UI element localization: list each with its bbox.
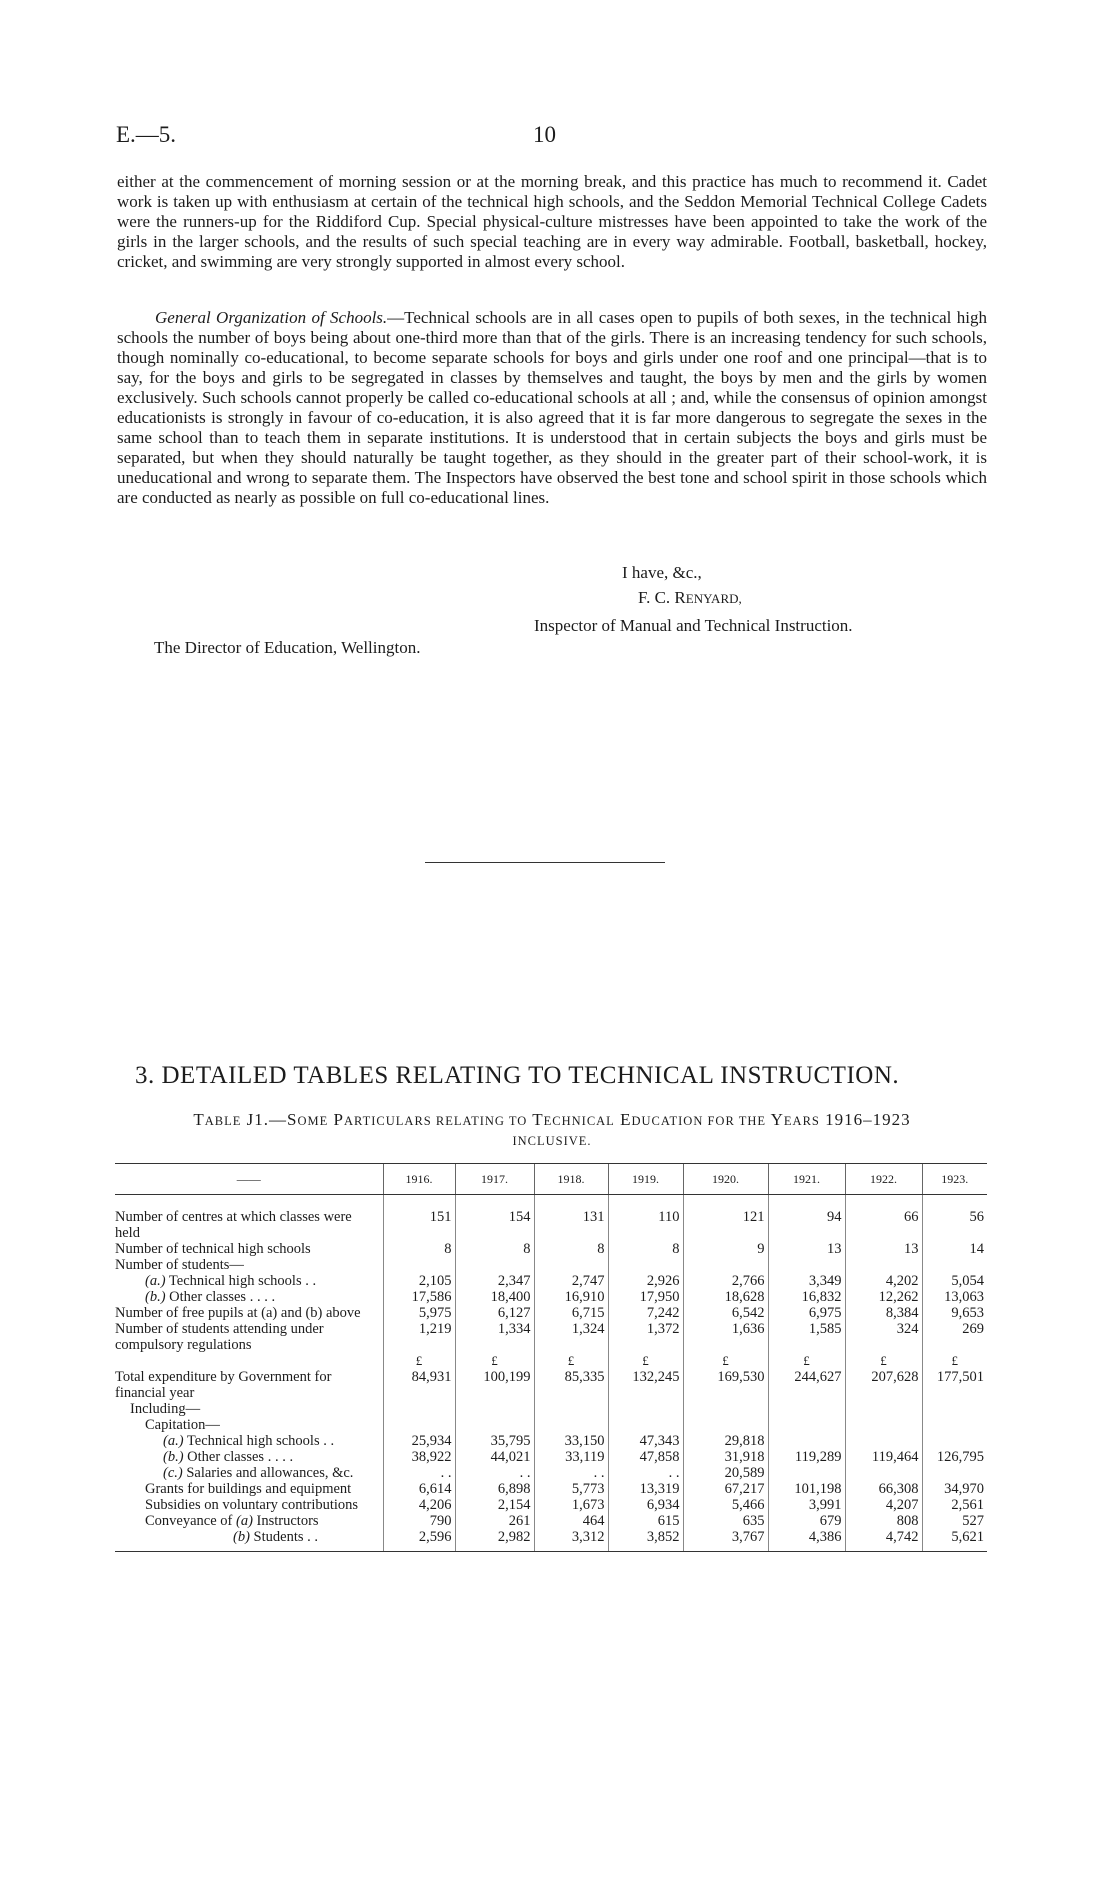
cell: 84,931 (383, 1369, 455, 1401)
cell: 1,636 (683, 1321, 768, 1353)
cell: 1,372 (608, 1321, 683, 1353)
caption-part: 1916–1923 (819, 1110, 911, 1129)
caption-part: P (328, 1110, 344, 1129)
section-title: 3. DETAILED TABLES RELATING TO TECHNICAL INSTRUCTION. (135, 1062, 900, 1089)
header-year: 1921. (768, 1164, 845, 1195)
cell: 34,970 (922, 1481, 987, 1497)
cell: 6,127 (455, 1305, 534, 1321)
cell: 154 (455, 1209, 534, 1241)
currency-symbol: £ (922, 1353, 987, 1369)
cell: 17,950 (608, 1289, 683, 1305)
cell: 2,105 (383, 1273, 455, 1289)
cell: 3,767 (683, 1529, 768, 1552)
cell: 2,154 (455, 1497, 534, 1513)
merged-capitation-cell: 119,464 (845, 1433, 922, 1481)
header-year: 1922. (845, 1164, 922, 1195)
cell: 8 (455, 1241, 534, 1257)
table-caption-line1 (117, 1110, 987, 1131)
cell: 121 (683, 1209, 768, 1241)
row-label (115, 1465, 383, 1481)
cell: 33,150 (534, 1433, 608, 1449)
currency-symbol: £ (608, 1353, 683, 1369)
cell: 5,975 (383, 1305, 455, 1321)
cell: 131 (534, 1209, 608, 1241)
cell: 169,530 (683, 1369, 768, 1401)
cell: 3,852 (608, 1529, 683, 1552)
merged-capitation-cell: 119,289 (768, 1433, 845, 1481)
label-part: (c.) (163, 1465, 183, 1481)
cell: 4,386 (768, 1529, 845, 1552)
cell: 33,119 (534, 1449, 608, 1465)
label-part: Salaries and allowances, &c. (182, 1465, 354, 1481)
currency-symbol: £ (383, 1353, 455, 1369)
cell: 615 (608, 1513, 683, 1529)
addressee: The Director of Education, Wellington. (154, 638, 421, 657)
cell: 16,910 (534, 1289, 608, 1305)
label-part: Other classes . . . . (183, 1449, 294, 1465)
signatory-name (638, 588, 742, 609)
label-part: Conveyance of (145, 1513, 236, 1529)
cell: 13 (845, 1241, 922, 1257)
cell: 2,596 (383, 1529, 455, 1552)
signatory-initials: F. C. R (638, 588, 686, 607)
cell: 85,335 (534, 1369, 608, 1401)
row-label: Total expenditure by Government for financial year (115, 1369, 332, 1401)
row-label: Number of centres at which classes were held (115, 1209, 352, 1241)
cell: 16,832 (768, 1289, 845, 1305)
cell: 2,926 (608, 1273, 683, 1289)
row-label (115, 1273, 383, 1289)
signatory-surname: ENYARD, (685, 591, 742, 606)
row-label (115, 1449, 383, 1465)
row-label: Subsidies on voluntary contributions (145, 1497, 359, 1513)
cell: 47,343 (608, 1433, 683, 1449)
cell: 5,621 (922, 1529, 987, 1552)
cell: 66 (845, 1209, 922, 1241)
technical-education-table (115, 1163, 987, 1552)
header-year: 1918. (534, 1164, 608, 1195)
cell: 4,742 (845, 1529, 922, 1552)
cell: 12,262 (845, 1289, 922, 1305)
cell: 2,766 (683, 1273, 768, 1289)
table-row (115, 1241, 987, 1257)
cell: 31,918 (683, 1449, 768, 1465)
cell: 6,975 (768, 1305, 845, 1321)
cell: 244,627 (768, 1369, 845, 1401)
cell: 1,334 (455, 1321, 534, 1353)
table-row (115, 1481, 987, 1497)
currency-symbol: £ (683, 1353, 768, 1369)
cell: 207,628 (845, 1369, 922, 1401)
table-row (115, 1257, 987, 1273)
cell: 13,319 (608, 1481, 683, 1497)
report-reference: E.—5. (116, 122, 177, 147)
page-number: 10 (533, 122, 556, 147)
table-row (115, 1417, 987, 1433)
caption-part: ABLE (204, 1114, 242, 1128)
label-part: (a) (236, 1513, 253, 1529)
cell: 1,673 (534, 1497, 608, 1513)
cell: . . (383, 1465, 455, 1481)
cell: 2,747 (534, 1273, 608, 1289)
cell: 790 (383, 1513, 455, 1529)
cell: 18,400 (455, 1289, 534, 1305)
signatory-title: Inspector of Manual and Technical Instruction. (534, 616, 853, 635)
cell: 8 (608, 1241, 683, 1257)
caption-part: OME (297, 1114, 329, 1128)
currency-symbol: £ (455, 1353, 534, 1369)
cell: 1,585 (768, 1321, 845, 1353)
header-year: 1917. (455, 1164, 534, 1195)
row-label (115, 1433, 383, 1449)
table-row (115, 1401, 987, 1417)
currency-symbol: £ (768, 1353, 845, 1369)
paragraph-body: —Technical schools are in all cases open to pupils of both sexes, in the technical high schools the number of boys being about one-third more than that of the girls. There is an increasing tendency for such schools, though nominally co-educational, to become separate schools for boys and girls under one roof and one principal—that is to say, for the boys and girls to be segregated in classes by themselves and taught, the boys by men and the girls by women exclusively. Such schools cannot properly be called co-educational schools at all ; and, while the consensus of opinion amongst educationists is strongly in favour of co-education, it is also agreed that it is far more dangerous to segregate the sexes in the same school than to teach them in separate institutions. It is understood that in certain subjects the boys and girls must be separated, but when they should naturally be taught together, as they should in the greater part of their school-work, it is uneducational and wrong to separate them. The Inspectors have observed the best tone and school spirit in those schools which are conducted as nearly as possible on full co-educational lines. (117, 308, 987, 507)
caption-part: EARS (783, 1114, 820, 1128)
row-label: Number of free pupils at (a) and (b) above (115, 1305, 361, 1321)
row-label (115, 1529, 383, 1552)
cell: 3,312 (534, 1529, 608, 1552)
label-part: Students . . (249, 1529, 318, 1545)
row-label: Capitation— (145, 1417, 220, 1433)
cell: 7,242 (608, 1305, 683, 1321)
header-year: 1916. (383, 1164, 455, 1195)
caption-part: T (193, 1110, 205, 1129)
cell: 6,715 (534, 1305, 608, 1321)
cell: 25,934 (383, 1433, 455, 1449)
cell: 3,991 (768, 1497, 845, 1513)
cell: 100,199 (455, 1369, 534, 1401)
label-part: Technical high schools . . (183, 1433, 335, 1449)
caption-part: T (527, 1110, 544, 1129)
cell: 151 (383, 1209, 455, 1241)
spacer (115, 1353, 383, 1369)
caption-part: Y (766, 1110, 784, 1129)
closing-salutation: I have, &c., (622, 563, 702, 582)
cell: 4,207 (845, 1497, 922, 1513)
cell: 8,384 (845, 1305, 922, 1321)
cell: . . (534, 1465, 608, 1481)
table-caption-line2: INCLUSIVE. (512, 1134, 592, 1148)
label-part: (a.) (163, 1433, 184, 1449)
row-label: Grants for buildings and equipment (145, 1481, 352, 1497)
table-row (115, 1209, 987, 1241)
header-year: 1923. (922, 1164, 987, 1195)
cell: 29,818 (683, 1433, 768, 1449)
caption-part: ARTICULARS RELATING TO (344, 1114, 528, 1128)
caption-part: E (614, 1110, 632, 1129)
table-row (115, 1513, 987, 1529)
caption-part: DUCATION FOR THE (631, 1114, 766, 1128)
cell: 464 (534, 1513, 608, 1529)
cell: 3,349 (768, 1273, 845, 1289)
caption-part: J1.—S (241, 1110, 298, 1129)
label-part: (b.) (163, 1449, 184, 1465)
cell: 177,501 (922, 1369, 987, 1401)
cell: 5,466 (683, 1497, 768, 1513)
cell: 101,198 (768, 1481, 845, 1497)
label-part: (b.) (145, 1289, 166, 1305)
cell: 8 (383, 1241, 455, 1257)
cell: 6,934 (608, 1497, 683, 1513)
cell: 269 (922, 1321, 987, 1353)
cell: 110 (608, 1209, 683, 1241)
row-label: Including— (130, 1401, 201, 1417)
cell: . . (608, 1465, 683, 1481)
cell: 47,858 (608, 1449, 683, 1465)
cell: 132,245 (608, 1369, 683, 1401)
cell: 2,561 (922, 1497, 987, 1513)
cell: 56 (922, 1209, 987, 1241)
caption-part: ECHNICAL (543, 1114, 615, 1128)
cell: 2,982 (455, 1529, 534, 1552)
paragraph-general-organization (117, 308, 987, 508)
table-row (115, 1369, 987, 1401)
cell: 6,614 (383, 1481, 455, 1497)
cell: 67,217 (683, 1481, 768, 1497)
table-row (115, 1289, 987, 1305)
row-label (115, 1513, 383, 1529)
section-divider (425, 862, 665, 863)
row-label: Number of technical high schools (115, 1241, 311, 1257)
cell: 5,054 (922, 1273, 987, 1289)
cell: 20,589 (683, 1465, 768, 1481)
cell: 94 (768, 1209, 845, 1241)
cell: 4,206 (383, 1497, 455, 1513)
cell: 679 (768, 1513, 845, 1529)
table-header-row (115, 1164, 987, 1195)
label-part: Other classes . . . . (165, 1289, 276, 1305)
cell: 17,586 (383, 1289, 455, 1305)
cell: 66,308 (845, 1481, 922, 1497)
cell: 18,628 (683, 1289, 768, 1305)
cell: 527 (922, 1513, 987, 1529)
cell: 5,773 (534, 1481, 608, 1497)
cell: 2,347 (455, 1273, 534, 1289)
label-part: (b) (233, 1529, 250, 1545)
label-part: Instructors (252, 1513, 319, 1529)
paragraph-lead-heading: General Organization of Schools. (155, 308, 388, 327)
cell: 6,898 (455, 1481, 534, 1497)
header-year: 1920. (683, 1164, 768, 1195)
table-row (115, 1433, 987, 1449)
header-dash: —— (115, 1164, 383, 1195)
cell: 4,202 (845, 1273, 922, 1289)
cell: 38,922 (383, 1449, 455, 1465)
cell: 14 (922, 1241, 987, 1257)
cell: 324 (845, 1321, 922, 1353)
cell: . . (455, 1465, 534, 1481)
spacer (115, 1195, 383, 1210)
paragraph-cadet-work: either at the commencement of morning session or at the morning break, and this practice has much to recommend it. Cadet work is taken up with enthusiasm at certain of the technical high schools, and the Seddon Memorial Technical College Cadets were the runners-up for the Riddiford Cup. Special physical-culture mistresses have been appointed to take the work of the girls in the larger schools, and the results of such special teaching are in every way admirable. Football, basketball, hockey, cricket, and swimming are very strongly supported in almost every school. (117, 172, 987, 271)
currency-symbol: £ (534, 1353, 608, 1369)
merged-capitation-cell: 126,795 (922, 1433, 987, 1481)
table-row (115, 1321, 987, 1353)
table-row (115, 1305, 987, 1321)
currency-row (115, 1353, 987, 1369)
cell: 6,542 (683, 1305, 768, 1321)
label-part: Technical high schools . . (165, 1273, 317, 1289)
cell: 44,021 (455, 1449, 534, 1465)
table-row (115, 1497, 987, 1513)
cell: 808 (845, 1513, 922, 1529)
cell: 13 (768, 1241, 845, 1257)
row-label (115, 1289, 383, 1305)
table-row (115, 1273, 987, 1289)
cell: 9 (683, 1241, 768, 1257)
cell: 635 (683, 1513, 768, 1529)
cell: 13,063 (922, 1289, 987, 1305)
row-label: Number of students attending under compulsory regulations (115, 1321, 324, 1353)
cell: 9,653 (922, 1305, 987, 1321)
cell: 8 (534, 1241, 608, 1257)
row-label: Number of students— (115, 1257, 244, 1273)
cell: 1,324 (534, 1321, 608, 1353)
cell: 261 (455, 1513, 534, 1529)
table-row (115, 1529, 987, 1552)
header-year: 1919. (608, 1164, 683, 1195)
label-part: (a.) (145, 1273, 166, 1289)
currency-symbol: £ (845, 1353, 922, 1369)
cell: 1,219 (383, 1321, 455, 1353)
table-caption (117, 1110, 987, 1151)
cell: 35,795 (455, 1433, 534, 1449)
